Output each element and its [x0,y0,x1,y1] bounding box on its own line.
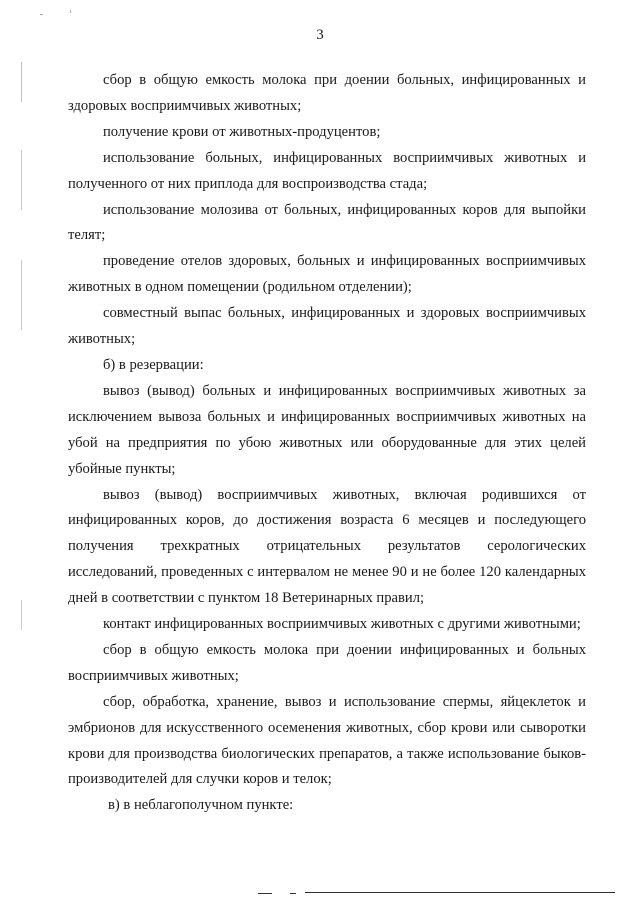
scan-artifact-top-dot [70,10,71,13]
paragraph: вывоз (вывод) восприимчивых животных, включая родившихся от инфицированных коров, до достижения возраста 6 месяцев и последующего получения трехкратных отрицательных результатов серологических исследований, проведенных с интервалом не менее 90 и не более 120 календарных дней в соответствии с пунктом 18 Ветеринарных правил; [68,486,586,607]
scan-artifact-bottom-edge [305,892,615,893]
paragraph: использование больных, инфицированных восприимчивых животных и полученного от них приплода для воспроизводства стада; [68,149,586,192]
paragraph: сбор в общую емкость молока при доении больных, инфицированных и здоровых восприимчивых животных; [68,72,586,114]
scan-artifact-bottom-edge [290,893,296,894]
section-heading: б) в резервации: [103,356,204,373]
scan-artifact-left-edge [21,150,22,210]
paragraph: проведение отелов здоровых, больных и инфицированных восприимчивых животных в одном помещении (родильном отделении); [68,253,586,296]
paragraph: использование молозива от больных, инфицированных коров для выпойки телят; [68,201,586,244]
scan-artifact-left-edge [21,62,22,102]
paragraph: сбор, обработка, хранение, вывоз и использование спермы, яйцеклеток и эмбрионов для искусственного осеменения животных, сбор крови или сыворотки крови для производства биологических препаратов, а также использование быков-производителей для случки коров и телок; [68,693,586,788]
paragraph: контакт инфицированных восприимчивых животных с другими животными; [103,616,581,633]
scan-artifact-top-dot [40,14,43,15]
document-body [68,68,586,819]
paragraph: получение крови от животных-продуцентов; [103,123,381,140]
paragraph: совместный выпас больных, инфицированных и здоровых восприимчивых животных; [68,305,586,348]
section-heading: в) в неблагополучном пункте: [108,797,294,814]
scan-artifact-left-edge [21,600,22,630]
paragraph: сбор в общую емкость молока при доении инфицированных и больных восприимчивых животных; [68,641,586,684]
scan-artifact-bottom-edge [258,893,272,894]
scan-artifact-left-edge [21,260,22,330]
page-number: 3 [316,27,324,43]
paragraph: вывоз (вывод) больных и инфицированных восприимчивых животных за исключением вывоза больных и инфицированных восприимчивых животных на убой на предприятия по убою животных или оборудованные для этих целей убойные пункты; [68,382,586,477]
